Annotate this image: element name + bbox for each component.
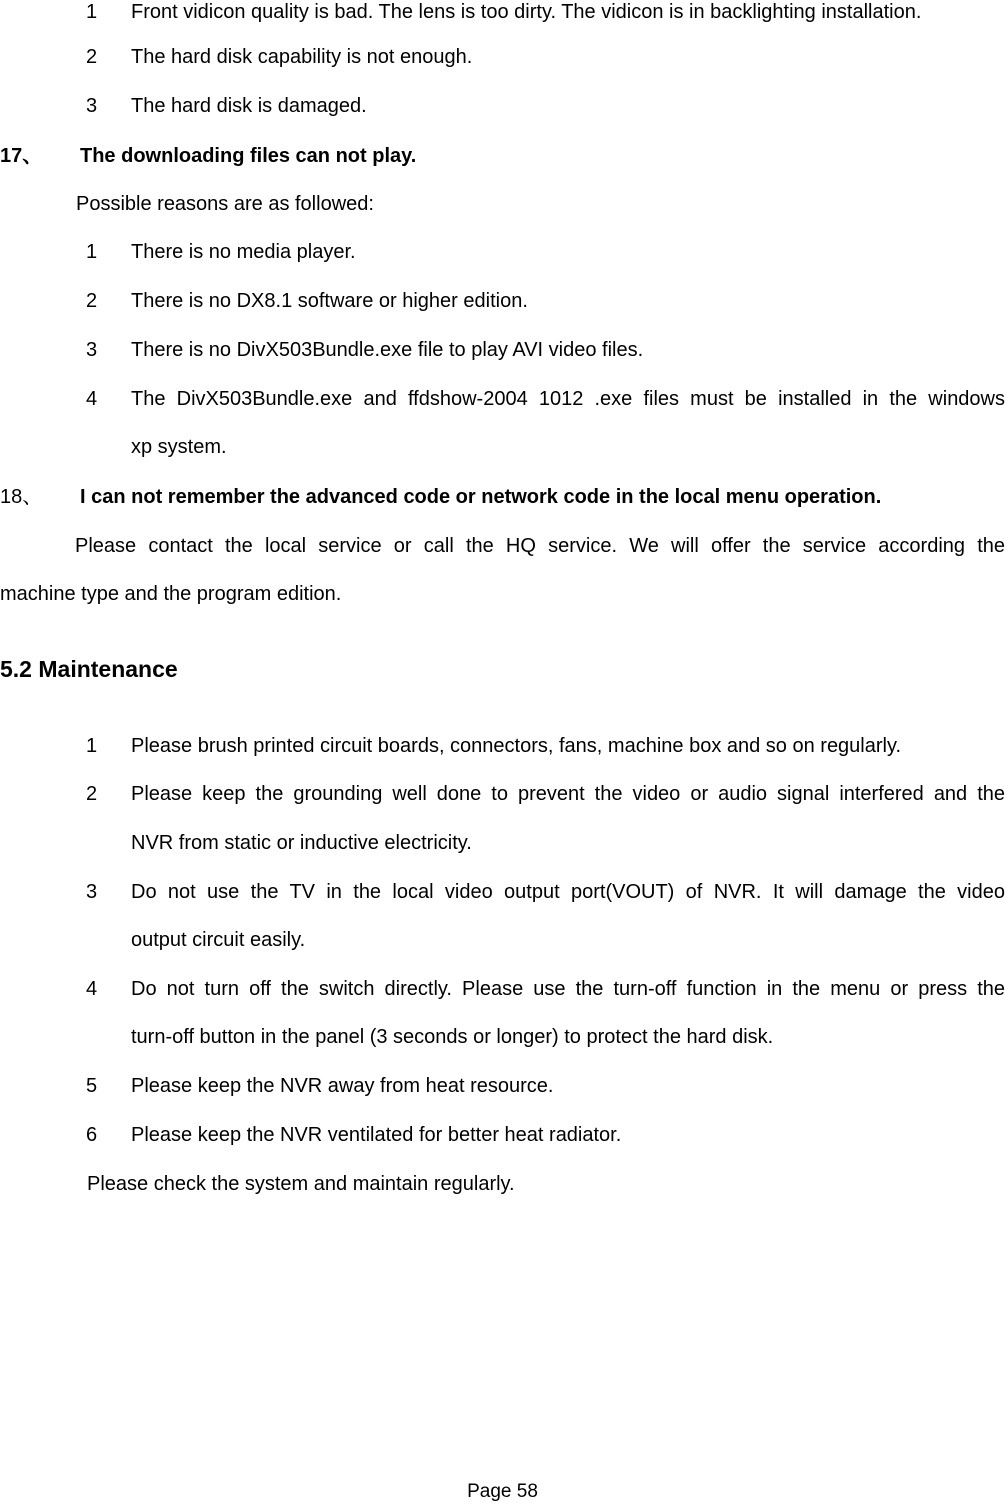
section-17-intro: Possible reasons are as followed: [76,193,374,215]
list-text-continuation: xp system. [131,436,227,458]
section-number: 17、 [0,145,43,167]
list-number: 3 [86,95,98,117]
list-number: 2 [86,46,98,68]
page-number: Page 58 [467,1481,538,1502]
list-text: Do not turn off the switch directly. Please use the turn-off function in the menu or press the [131,978,1005,1000]
list-text: The hard disk capability is not enough. [131,46,473,68]
maintenance-heading: 5.2 Maintenance [0,656,178,682]
list-text-continuation: NVR from static or inductive electricity. [131,832,472,854]
list-text: There is no DX8.1 software or higher edition. [131,290,528,312]
list-text-continuation: turn-off button in the panel (3 seconds or longer) to protect the hard disk. [131,1026,774,1048]
section-title: I can not remember the advanced code or network code in the local menu operation. [80,486,882,508]
list-text: There is no DivX503Bundle.exe file to play AVI video files. [131,339,644,361]
list-number: 4 [86,388,98,410]
list-number: 1 [86,735,98,757]
list-text: Please keep the NVR ventilated for better heat radiator. [131,1124,622,1146]
list-number: 3 [86,339,98,361]
list-number: 3 [86,881,98,903]
maintenance-closing: Please check the system and maintain regularly. [87,1173,515,1195]
list-number: 4 [86,978,98,1000]
section-18-body: Please contact the local service or call the HQ service. We will offer the service according the [75,535,1005,557]
list-number: 6 [86,1124,98,1146]
list-text: The hard disk is damaged. [131,95,367,117]
list-text: Please brush printed circuit boards, connectors, fans, machine box and so on regularly. [131,735,902,757]
list-text: The DivX503Bundle.exe and ffdshow-2004 1012 .exe files must be installed in the windows [131,388,1005,410]
list-text: There is no media player. [131,241,356,263]
section-18-body-continuation: machine type and the program edition. [0,583,342,605]
list-number: 1 [86,241,98,263]
list-number: 1 [86,1,98,23]
section-title: The downloading files can not play. [80,145,417,167]
list-text: Front vidicon quality is bad. The lens is too dirty. The vidicon is in backlighting installation. [131,1,922,23]
list-text: Please keep the NVR away from heat resource. [131,1075,554,1097]
list-text: Please keep the grounding well done to prevent the video or audio signal interfered and the [131,783,1005,805]
list-number: 2 [86,783,98,805]
list-number: 2 [86,290,98,312]
list-number: 5 [86,1075,98,1097]
list-text-continuation: output circuit easily. [131,929,306,951]
list-text: Do not use the TV in the local video output port(VOUT) of NVR. It will damage the video [131,881,1005,903]
section-number: 18、 [0,486,43,508]
